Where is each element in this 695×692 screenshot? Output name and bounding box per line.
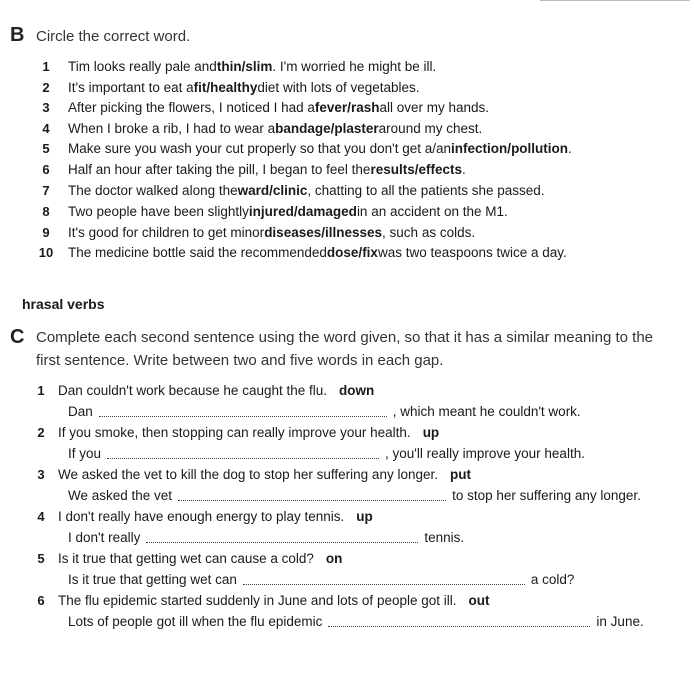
word-option-b[interactable]: rash	[350, 99, 380, 115]
answer-gap[interactable]	[99, 406, 387, 417]
option-separator: /	[206, 79, 211, 95]
item-text-pre: Half an hour after taking the pill, I began to feel the	[68, 161, 371, 177]
option-separator: /	[347, 99, 351, 115]
word-option-a[interactable]: dose	[326, 244, 359, 260]
item-number: 4	[37, 509, 45, 524]
gap-sentence-end: to stop her suffering any longer.	[452, 488, 641, 503]
section-b-letter: B	[10, 24, 25, 46]
item-number: 3	[42, 99, 50, 115]
item-number: 9	[42, 224, 50, 240]
word-option-a[interactable]: infection	[451, 140, 508, 156]
item-text-pre: When I broke a rib, I had to wear a	[68, 120, 276, 136]
word-option-b[interactable]: clinic	[272, 182, 308, 198]
answer-gap[interactable]	[328, 616, 590, 627]
gap-sentence-start: Dan	[68, 404, 93, 419]
item-text-post: , such as colds.	[382, 224, 476, 240]
c-item-5	[24, 548, 574, 590]
item-number: 5	[37, 551, 45, 566]
item-text-pre: The doctor walked along the	[68, 182, 238, 198]
answer-gap[interactable]	[107, 448, 379, 459]
top-rule	[540, 0, 690, 1]
gap-sentence-start: I don't really	[68, 530, 141, 545]
item-number: 10	[38, 244, 54, 260]
c-item-2	[24, 422, 585, 464]
section-b-title: Circle the correct word.	[36, 28, 191, 45]
option-separator: /	[414, 161, 419, 177]
word-option-a[interactable]: fever	[314, 99, 348, 115]
gap-sentence-start: We asked the vet	[68, 488, 173, 503]
word-option-b[interactable]: plaster	[334, 120, 379, 136]
gap-sentence-end: tennis.	[424, 530, 465, 545]
item-text-pre: The medicine bottle said the recommended	[68, 244, 327, 260]
answer-gap[interactable]	[243, 574, 525, 585]
item-number: 7	[42, 182, 50, 198]
word-option-b[interactable]: damaged	[297, 203, 357, 219]
key-word: down	[339, 383, 375, 398]
answer-gap[interactable]	[178, 490, 446, 501]
item-number: 4	[42, 120, 50, 136]
item-number: 5	[42, 140, 50, 156]
option-separator: /	[358, 244, 363, 260]
section-c-letter: C	[10, 326, 25, 348]
answer-gap[interactable]	[146, 532, 418, 543]
item-number: 1	[37, 383, 45, 398]
b-item-3	[24, 97, 489, 117]
item-text-post: .	[568, 140, 572, 156]
item-text-pre: It's good for children to get minor	[68, 224, 265, 240]
original-sentence: The flu epidemic started suddenly in June and lots of people got ill.	[58, 593, 457, 608]
item-text-pre: Two people have been slightly	[68, 203, 249, 219]
original-sentence: We asked the vet to kill the dog to stop her suffering any longer.	[58, 467, 438, 482]
b-item-4	[24, 118, 482, 138]
item-text-post: . I'm worried he might be ill.	[272, 58, 437, 74]
b-item-10	[24, 242, 567, 262]
c-item-4	[24, 506, 464, 548]
key-word: out	[468, 593, 490, 608]
gap-sentence-start: Lots of people got ill when the flu epidemic	[68, 614, 323, 629]
option-separator: /	[507, 140, 512, 156]
item-text-post: in an accident on the M1.	[356, 203, 508, 219]
gap-sentence-start: Is it true that getting wet can	[68, 572, 237, 587]
item-text-post: diet with lots of vegetables.	[257, 79, 420, 95]
section-c-header	[10, 326, 676, 372]
word-option-a[interactable]: fit	[193, 79, 207, 95]
word-option-b[interactable]: slim	[245, 58, 273, 74]
word-option-a[interactable]: results	[370, 161, 415, 177]
option-separator: /	[330, 120, 335, 136]
item-number: 3	[37, 467, 45, 482]
b-item-7	[24, 180, 545, 200]
word-option-b[interactable]: illnesses	[325, 224, 383, 240]
key-word: up	[356, 509, 373, 524]
item-text-post: .	[462, 161, 466, 177]
gap-sentence-end: in June.	[596, 614, 644, 629]
gap-sentence-end: , which meant he couldn't work.	[392, 404, 581, 419]
c-item-6	[24, 590, 644, 632]
b-item-2	[24, 77, 420, 97]
item-number: 2	[37, 425, 45, 440]
original-sentence: I don't really have enough energy to play tennis.	[58, 509, 345, 524]
item-text-pre: After picking the flowers, I noticed I had a	[68, 99, 315, 115]
key-word: put	[449, 467, 471, 482]
item-text-pre: Make sure you wash your cut properly so that you don't get a/an	[68, 140, 452, 156]
item-number: 1	[42, 58, 50, 74]
gap-sentence-end: , you'll really improve your health.	[385, 446, 585, 461]
gap-sentence-end: a cold?	[530, 572, 575, 587]
item-text-post: , chatting to all the patients she passed.	[307, 182, 545, 198]
word-option-b[interactable]: effects	[418, 161, 463, 177]
b-item-5	[24, 138, 572, 158]
item-text-pre: Tim looks really pale and	[68, 58, 217, 74]
item-text-post: was two teaspoons twice a day.	[377, 244, 567, 260]
key-word: up	[422, 425, 440, 440]
word-option-a[interactable]: thin	[216, 58, 242, 74]
item-text-post: around my chest.	[378, 120, 483, 136]
section-b-header	[10, 24, 190, 47]
option-separator: /	[321, 224, 325, 240]
key-word: on	[325, 551, 343, 566]
b-item-6	[24, 159, 466, 179]
option-separator: /	[241, 58, 246, 74]
word-option-a[interactable]: diseases	[264, 224, 322, 240]
option-separator: /	[269, 182, 273, 198]
original-sentence: Is it true that getting wet can cause a cold?	[58, 551, 314, 566]
word-option-b[interactable]: fix	[362, 244, 378, 260]
word-option-a[interactable]: ward	[237, 182, 270, 198]
item-number: 2	[42, 79, 50, 95]
phrasal-verbs-heading: hrasal verbs	[22, 296, 105, 312]
item-number: 6	[42, 161, 50, 177]
word-option-b[interactable]: pollution	[511, 140, 569, 156]
item-number: 6	[37, 593, 45, 608]
option-separator: /	[293, 203, 298, 219]
original-sentence: If you smoke, then stopping can really improve your health.	[58, 425, 411, 440]
item-text-post: all over my hands.	[379, 99, 490, 115]
word-option-b[interactable]: healthy	[210, 79, 258, 95]
item-number: 8	[42, 203, 50, 219]
c-item-1	[24, 380, 581, 422]
b-item-9	[24, 222, 475, 242]
word-option-a[interactable]: injured	[248, 203, 294, 219]
item-text-pre: It's important to eat a	[68, 79, 194, 95]
section-c-title: Complete each second sentence using the word given, so that it has a similar meaning to the first sentence. Write between two and five words in each gap.	[36, 329, 654, 369]
b-item-8	[24, 201, 508, 221]
b-item-1	[24, 56, 436, 76]
c-item-3	[24, 464, 641, 506]
word-option-a[interactable]: bandage	[275, 120, 331, 136]
gap-sentence-start: If you	[68, 446, 102, 461]
original-sentence: Dan couldn't work because he caught the flu.	[58, 383, 327, 398]
